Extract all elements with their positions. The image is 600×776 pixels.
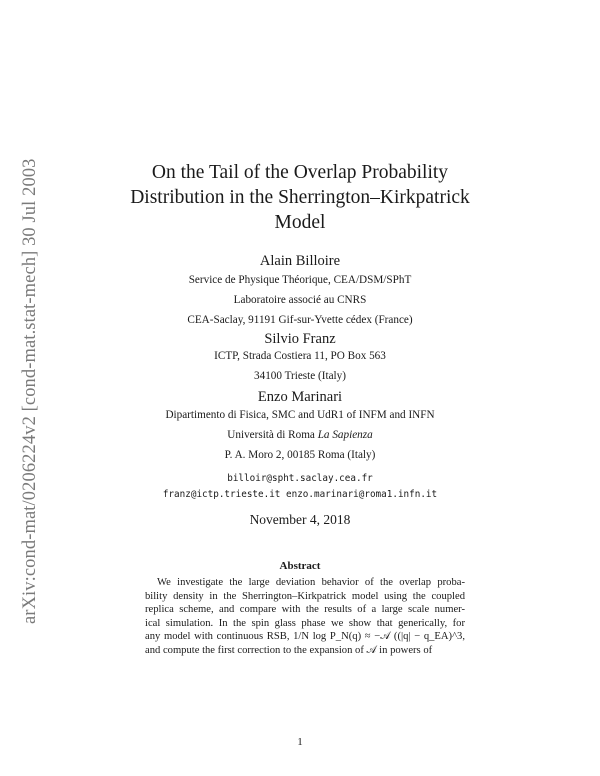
abstract-body xyxy=(145,576,465,658)
author-name-billoire: Alain Billoire xyxy=(259,253,341,269)
affiliation-franz xyxy=(100,346,500,386)
abstract-line: bility density in the Sherrington–Kirkpatrick model using the coupled xyxy=(145,590,465,602)
paper-date: November 4, 2018 xyxy=(249,512,351,527)
author-name-franz: Silvio Franz xyxy=(264,331,336,347)
abstract-line: We investigate the large deviation behavior of the overlap proba- xyxy=(157,577,465,588)
email-billoire[interactable]: billoir@spht.saclay.cea.fr xyxy=(227,473,373,484)
email-franz-marinari[interactable]: franz@ictp.trieste.it enzo.marinari@roma1.infn.it xyxy=(162,489,438,500)
author-name-marinari: Enzo Marinari xyxy=(257,389,343,405)
abstract-line: any model with continuous RSB, 1/N log P_N(q) ≈ −𝒜 ((|q| − q_EA)^3, xyxy=(145,631,465,643)
abstract-heading: Abstract xyxy=(279,560,321,572)
abstract-line: ical simulation. In the spin glass phase we show that generically, for xyxy=(145,617,465,629)
affiliation-university: Università di Roma La Sapienza xyxy=(227,429,373,441)
title-line: On the Tail of the Overlap Probability xyxy=(151,162,449,183)
abstract-line: replica scheme, and compare with the results of a large scale numer- xyxy=(145,604,465,616)
affiliation-line: Dipartimento di Fisica, SMC and UdR1 of INFM and INFN xyxy=(165,409,435,421)
affiliation-line: P. A. Moro 2, 00185 Roma (Italy) xyxy=(224,449,376,461)
affiliation-line: 34100 Trieste (Italy) xyxy=(254,370,346,382)
affiliation-line: ICTP, Strada Costiera 11, PO Box 563 xyxy=(214,350,386,362)
affiliation-billoire xyxy=(100,270,500,330)
abstract-line: and compute the first correction to the expansion of 𝒜 in powers of xyxy=(145,644,433,656)
affiliation-marinari xyxy=(100,405,500,465)
paper-title xyxy=(100,160,500,235)
affiliation-line xyxy=(100,425,500,445)
title-line: Model xyxy=(274,212,326,233)
affiliation-line: CEA-Saclay, 91191 Gif-sur-Yvette cédex (France) xyxy=(187,314,413,326)
page-number: 1 xyxy=(297,736,303,748)
title-line: Distribution in the Sherrington–Kirkpatrick xyxy=(130,187,470,208)
affiliation-line: Laboratoire associé au CNRS xyxy=(233,294,367,306)
affiliation-line: Service de Physique Théorique, CEA/DSM/SPhT xyxy=(188,274,412,286)
arxiv-identifier-stamp: arXiv:cond-mat/0206224v2 [cond-mat.stat-mech] 30 Jul 2003 xyxy=(20,158,40,624)
